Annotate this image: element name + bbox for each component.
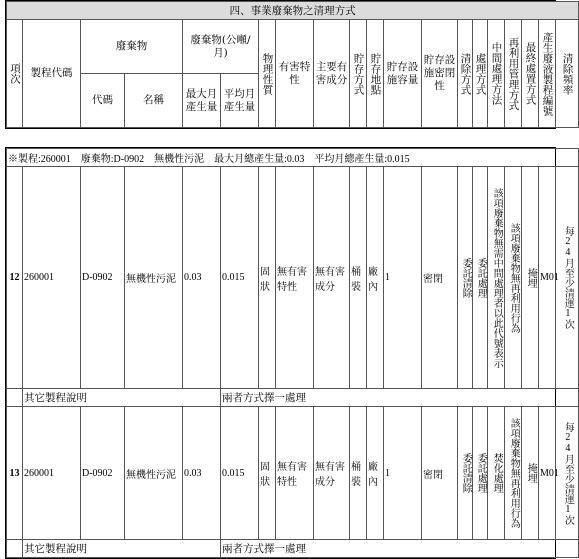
row-cleanup-method: 委託清除: [460, 453, 472, 493]
header-intermediate-treatment: 中間處理方法: [490, 42, 503, 105]
row-reuse-method: 該項廢棄物無再利用行為: [508, 222, 520, 333]
table-row: [7, 407, 579, 540]
header-storage-method: 貯存方式: [352, 52, 365, 95]
row-avg-monthly: 0.015: [221, 407, 259, 540]
header-storage-location: 貯存地點: [369, 52, 382, 95]
header-final-treatment: 最終處置方式: [524, 42, 537, 105]
header-storage-sealing: 貯存設施密閉性: [422, 20, 458, 128]
row-avg-monthly: 0.015: [221, 167, 259, 389]
row-liquid-code: M01: [539, 167, 556, 389]
row-note-label: 其它製程說明: [23, 540, 221, 558]
row-main-hazard: 無有害成分: [314, 407, 350, 540]
row-treatment-method: 委託處理: [475, 453, 487, 493]
row-storage-capacity: 1: [384, 407, 422, 540]
row-max-monthly: 0.03: [183, 167, 221, 389]
row-cleanup-method: 委託清除: [460, 257, 472, 298]
row-liquid-code: M01: [539, 407, 556, 540]
row-physical-property: 固狀: [259, 167, 276, 389]
header-item-no: 項次: [9, 63, 21, 84]
row-final-treatment: 掩埋: [525, 463, 537, 483]
header-quantity-group: 廢棄物(公噸/月): [183, 20, 259, 74]
row-treatment-method: 委託處理: [475, 257, 487, 298]
row-waste-code: D-0902: [81, 167, 125, 389]
row-hazardous-property: 無有害特性: [276, 167, 314, 389]
row-note-value: 兩者方式擇一處理: [221, 389, 579, 407]
header-waste-code: 代碼: [81, 74, 125, 128]
row-process-code: 260001: [23, 407, 81, 540]
header-treatment-method: 處理方式: [474, 52, 487, 95]
row-intermediate-treatment: 該項廢棄物無需中間處理者以此代號表示: [491, 187, 503, 368]
row-physical-property: 固狀: [259, 407, 276, 540]
header-process-code: 製程代碼: [23, 20, 81, 128]
row-waste-name: 無機性污泥: [125, 167, 183, 389]
row-main-hazard: 無有害成分: [314, 167, 350, 389]
header-main-hazard: 主要有害成分: [314, 20, 350, 128]
table-row-note: [7, 389, 579, 407]
header-cleanup-frequency: 清除頻率: [561, 52, 574, 95]
row-reuse-method: 該項廢棄物無再利用行為: [508, 418, 520, 528]
row-waste-name: 無機性污泥: [125, 407, 183, 540]
table-row-note: [7, 540, 579, 558]
header-reuse-method: 再利用管理方式: [507, 36, 520, 111]
row-waste-code: D-0902: [81, 407, 125, 540]
row-index: 13: [7, 407, 23, 540]
row-storage-sealing: 密閉: [422, 407, 458, 540]
waste-header-table: [5, 0, 574, 129]
row-storage-location: 廠內: [367, 167, 384, 389]
row-index: 12: [7, 167, 23, 389]
header-waste-name: 名稱: [125, 74, 183, 128]
section-title: 四、事業廢棄物之清理方式: [7, 2, 579, 20]
group-header: ※製程:260001 廢棄物:D-0902 無機性污泥 最大月總產生量:0.03 平均月總產生量:0.015: [7, 149, 579, 167]
header-waste-group: 廢棄物: [81, 20, 183, 74]
header-cleanup-method: 清除方式: [459, 52, 472, 95]
header-avg-monthly: 平均月產生量: [221, 74, 259, 128]
table-row: [7, 167, 579, 389]
row-storage-method: 桶裝: [350, 407, 367, 540]
row-cleanup-frequency: 每24月至少清運1次: [562, 421, 574, 525]
row-storage-capacity: 1: [384, 167, 422, 389]
header-liquid-code: 產生廢液製程編號: [541, 31, 554, 116]
row-process-code: 260001: [23, 167, 81, 389]
row-note-label: 其它製程說明: [23, 389, 221, 407]
row-storage-sealing: 密閉: [422, 167, 458, 389]
row-note-value: 兩者方式擇一處理: [221, 540, 579, 558]
row-cleanup-frequency: 每24月至少清運1次: [562, 226, 574, 329]
header-max-monthly: 最大月產生量: [183, 74, 221, 128]
row-storage-location: 廠內: [367, 407, 384, 540]
row-hazardous-property: 無有害特性: [276, 407, 314, 540]
waste-data-table: [5, 147, 574, 559]
header-physical-property: 物理性質: [261, 52, 274, 95]
row-intermediate-treatment: 焚化處理: [491, 453, 503, 493]
header-hazardous-property: 有害特性: [276, 20, 314, 128]
header-storage-capacity: 貯存設施容量: [384, 20, 422, 128]
row-storage-method: 桶裝: [350, 167, 367, 389]
row-max-monthly: 0.03: [183, 407, 221, 540]
row-final-treatment: 掩埋: [525, 267, 537, 288]
